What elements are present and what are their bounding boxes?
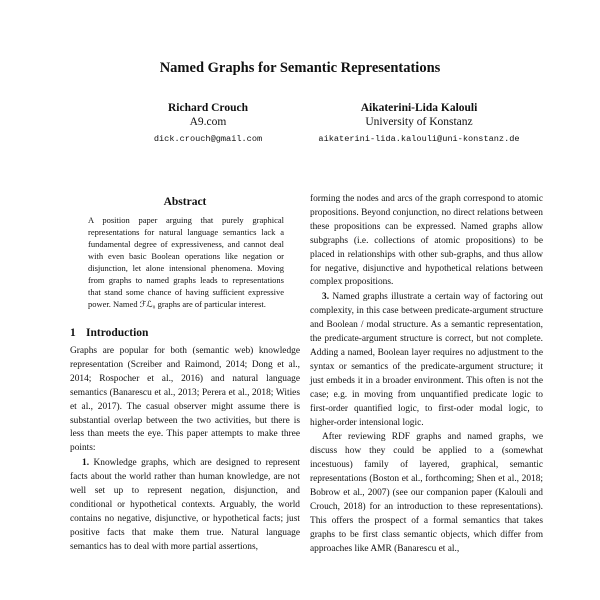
right-column xyxy=(310,193,543,557)
list-item-number: 3. xyxy=(322,292,330,303)
list-item xyxy=(70,457,300,554)
author-affiliation: A9.com xyxy=(189,116,227,128)
list-item-number: 1. xyxy=(82,458,90,469)
list-item-text: Knowledge graphs, which are designed to represent facts about the world rather than human knowledge, are not well set up to represent negation, disjunction, and conditional or hypothetical contexts. Arguably, the world contains no negative, disjunctive, or hypothetical facts; just positive facts that make them true. Natural language semantics has to deal with more partial assertions, xyxy=(70,458,301,552)
author-name: Richard Crouch xyxy=(168,102,248,114)
list-item-text: Named graphs illustrate a certain way of factoring out complexity, in this case between predicate-argument structure and Boolean / modal structure. As a semantic representation, the predicate-argument structure is correct, but not complete. Adding a named, Boolean layer requires no adjustment to the syntax or semantics of the predicate-argument structure; it just embeds it in a broader environment. This often is not the case; e.g. in moving from unquantified predicate logic to first-order quantified logic, to first-oder modal logic, to higher-order intensional logic. xyxy=(310,292,544,428)
author-affiliation: University of Konstanz xyxy=(365,116,473,128)
section-title: Introduction xyxy=(86,327,149,339)
left-column xyxy=(70,196,300,555)
author-block-2 xyxy=(288,101,550,146)
section-heading xyxy=(70,327,300,339)
list-item xyxy=(310,291,543,430)
section-number: 1 xyxy=(70,327,76,339)
author-email[interactable]: dick.crouch@gmail.com xyxy=(153,134,263,144)
abstract-heading: Abstract xyxy=(163,196,207,208)
author-name: Aikaterini-Lida Kalouli xyxy=(360,102,478,114)
body-paragraph: After reviewing RDF graphs and named graphs, we discuss how they could be applied to a (somewhat incestuous) family of layered, graphical, semantic representations (Boston et al., forthcoming; Shen et al., 2018; Bobrow et al., 2007) (see our companion paper (Kalouli and Crouch, 2018) for an introduction to these representations). This offers the prospect of a formal semantics that takes graphs to be first class semantic objects, which differ from approaches like AMR (Banarescu et al., xyxy=(310,432,543,554)
continued-paragraph: forming the nodes and arcs of the graph correspond to atomic propositions. Beyond conjunction, no direct relations between these propositions can be expressed. Named graphs allow subgraphs (i.e. collections of atomic propositions) to be placed in relationships with other sub-graphs, and thus allow for negative, disjunctive and hypothetical relations between complex propositions. xyxy=(310,194,543,288)
author-email[interactable]: aikaterini-lida.kalouli@uni-konstanz.de xyxy=(318,134,520,144)
abstract-text: A position paper arguing that purely graphical representations for natural language semantics lack a fundamental degree of expressiveness, and cannot deal with even basic Boolean operations like negation or disjunction, let alone intensional phenomena. Moving from graphs to named graphs leads to representations that stand some chance of having sufficient expressive power. Named ℱℒ₀ graphs are of particular interest. xyxy=(88,215,284,309)
intro-paragraph: Graphs are popular for both (semantic web) knowledge representation (Screiber and Raimond, 2014; Dong et al., 2014; Rospocher et al., 2016) and natural language semantics (Banarescu et al., 2013; Perera et al., 2018; Wities et al., 2017). The casual observer might assume there is substantial overlap between the two activities, but there is less than meets the eye. This paper attempts to make three points: xyxy=(70,346,300,454)
paper-title: Named Graphs for Semantic Representations xyxy=(159,60,441,76)
